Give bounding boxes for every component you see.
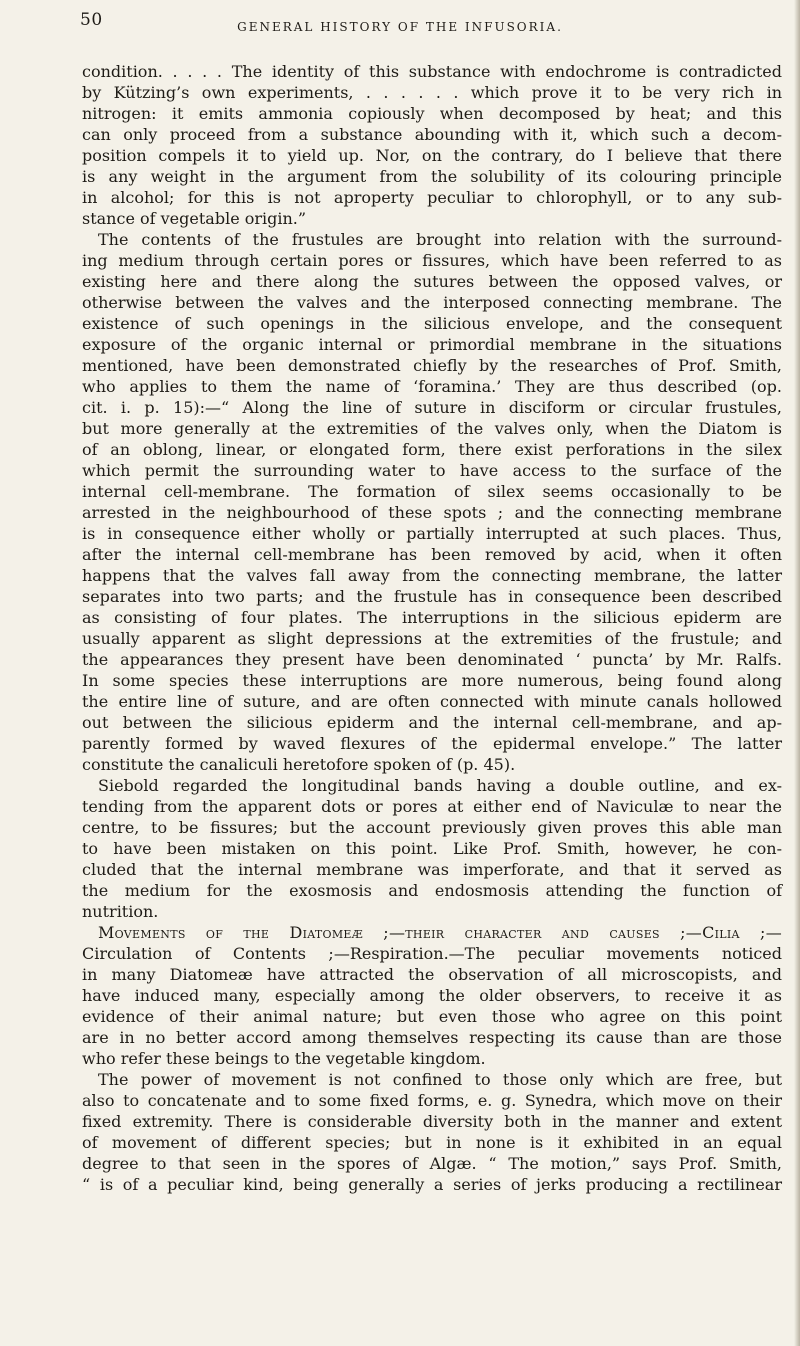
text-line: internal cell-membrane. The formation of silex seems occasionally to be <box>82 482 782 501</box>
text-line: otherwise between the valves and the interposed connecting membrane. The <box>82 293 782 312</box>
text-line: in many Diatomeæ have attracted the observation of all microscopists, and <box>82 965 782 984</box>
text-line: who refer these beings to the vegetable kingdom. <box>82 1049 486 1068</box>
text-line: position compels it to yield up. Nor, on the contrary, do I believe that there <box>82 146 782 165</box>
paragraph-start: The contents of the frustules are brought into relation with the surround- <box>98 230 782 249</box>
text-line: tending from the apparent dots or pores at either end of Naviculæ to near the <box>82 797 782 816</box>
text-line: cluded that the internal membrane was imperforate, and that it served as <box>82 860 782 879</box>
text-line: Circulation of Contents ;—Respiration.—The peculiar movements noticed <box>82 944 782 963</box>
text-line: ing medium through certain pores or fissures, which have been referred to as <box>82 251 782 270</box>
text-line: the medium for the exosmosis and endosmosis attending the function of <box>82 881 782 900</box>
text-line: as consisting of four plates. The interruptions in the silicious epiderm are <box>82 608 782 627</box>
text-line: cit. i. p. 15):—“ Along the line of suture in disciform or circular frustules, <box>82 398 782 417</box>
text-line: “ is of a peculiar kind, being generally a series of jerks producing a rectilinear <box>82 1175 782 1194</box>
page-header <box>50 10 750 46</box>
text-line: usually apparent as slight depressions at the extremities of the frustule; and <box>82 629 782 648</box>
text-line: by Kützing’s own experiments, . . . . . . which prove it to be very rich in <box>82 83 782 102</box>
text-line: is in consequence either wholly or partially interrupted at such places. Thus, <box>82 524 782 543</box>
page-edge-shadow <box>794 0 800 1346</box>
text-line: nutrition. <box>82 902 159 921</box>
text-line: are in no better accord among themselves respecting its cause than are those <box>82 1028 782 1047</box>
text-line: exposure of the organic internal or primordial membrane in the situations <box>82 335 782 354</box>
text-line: also to concatenate and to some fixed forms, e. g. Synedra, which move on their <box>82 1091 782 1110</box>
text-line: degree to that seen in the spores of Algæ. “ The motion,” says Prof. Smith, <box>82 1154 782 1173</box>
page-number: 50 <box>80 10 103 30</box>
text-line: the entire line of suture, and are often connected with minute canals hollowed <box>82 692 782 711</box>
text-line: the appearances they present have been denominated ‘ puncta’ by Mr. Ralfs. <box>82 650 782 669</box>
text-line: but more generally at the extremities of the valves only, when the Diatom is <box>82 419 782 438</box>
text-line: after the internal cell-membrane has been removed by acid, when it often <box>82 545 782 564</box>
text-line: have induced many, especially among the older observers, to receive it as <box>82 986 782 1005</box>
paragraph-start: Siebold regarded the longitudinal bands having a double outline, and ex- <box>98 776 782 795</box>
text-line: out between the silicious epiderm and the internal cell-membrane, and ap- <box>82 713 782 732</box>
body-text <box>82 61 782 1195</box>
text-line: nitrogen: it emits ammonia copiously when decomposed by heat; and this <box>82 104 782 123</box>
text-line: of an oblong, linear, or elongated form, there exist perforations in the silex <box>82 440 782 459</box>
text-line: existing here and there along the sutures between the opposed valves, or <box>82 272 782 291</box>
text-line: can only proceed from a substance abounding with it, which such a decom- <box>82 125 782 144</box>
section-heading: Movements of the Diatomeæ ;—their character and causes ;—Cilia ;— <box>98 923 782 942</box>
text-line: stance of vegetable origin.” <box>82 209 307 228</box>
text-line: centre, to be fissures; but the account previously given proves this able man <box>82 818 782 837</box>
text-line: to have been mistaken on this point. Like Prof. Smith, however, he con- <box>82 839 782 858</box>
text-line: is any weight in the argument from the solubility of its colouring principle <box>82 167 782 186</box>
text-line: which permit the surrounding water to have access to the surface of the <box>82 461 782 480</box>
text-line: arrested in the neighbourhood of these spots ; and the connecting membrane <box>82 503 782 522</box>
text-line: constitute the canaliculi heretofore spoken of (p. 45). <box>82 755 516 774</box>
text-line: fixed extremity. There is considerable diversity both in the manner and extent <box>82 1112 782 1131</box>
text-line: mentioned, have been demonstrated chiefly by the researches of Prof. Smith, <box>82 356 782 375</box>
paragraph-start: The power of movement is not confined to those only which are free, but <box>98 1070 782 1089</box>
text-line: in alcohol; for this is not aproperty peculiar to chlorophyll, or to any sub- <box>82 188 782 207</box>
text-line: parently formed by waved flexures of the epidermal envelope.” The latter <box>82 734 782 753</box>
text-line: happens that the valves fall away from the connecting membrane, the latter <box>82 566 782 585</box>
running-head: GENERAL HISTORY OF THE INFUSORIA. <box>237 20 563 34</box>
text-line: evidence of their animal nature; but even those who agree on this point <box>82 1007 782 1026</box>
text-line: existence of such openings in the silicious envelope, and the consequent <box>82 314 782 333</box>
text-line: In some species these interruptions are more numerous, being found along <box>82 671 782 690</box>
text-line: separates into two parts; and the frustule has in consequence been described <box>82 587 782 606</box>
text-line: who applies to them the name of ‘foramina.’ They are thus described (op. <box>82 377 782 396</box>
text-line: of movement of different species; but in none is it exhibited in an equal <box>82 1133 782 1152</box>
text-line: condition. . . . . The identity of this substance with endochrome is contradicted <box>82 62 782 81</box>
